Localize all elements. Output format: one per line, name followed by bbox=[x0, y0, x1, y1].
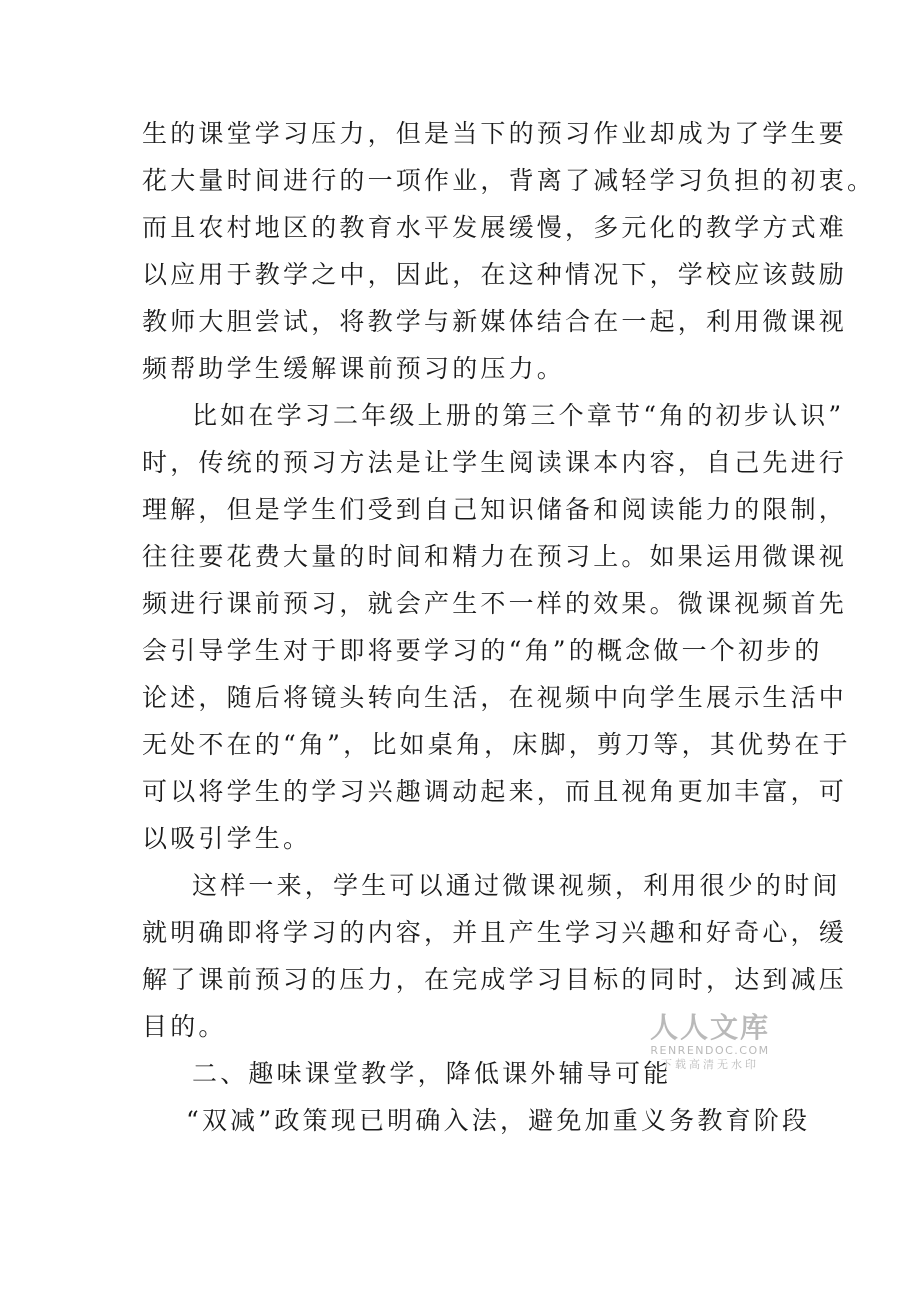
text-line: 理解，但是学生们受到自己知识储备和阅读能力的限制， bbox=[142, 495, 848, 524]
text-line: 比如在学习二年级上册的第三个章节“角的初步认识” bbox=[192, 401, 845, 430]
text-line: 而且农村地区的教育水平发展缓慢，多元化的教学方式难 bbox=[142, 213, 848, 242]
text-line: 可以将学生的学习兴趣调动起来，而且视角更加丰富，可 bbox=[142, 777, 848, 806]
text-line: 这样一来，学生可以通过微课视频，利用很少的时间 bbox=[192, 871, 841, 900]
watermark-brand: 人人文库 bbox=[649, 1011, 770, 1044]
text-line: 频帮助学生缓解课前预习的压力。 bbox=[142, 354, 566, 383]
text-line: 会引导学生对于即将要学习的“角”的概念做一个初步的 bbox=[142, 636, 823, 665]
watermark bbox=[645, 1012, 775, 1072]
watermark-tagline: 下载高清无水印 bbox=[661, 1058, 759, 1071]
section-heading: 二、趣味课堂教学，降低课外辅导可能 bbox=[192, 1059, 672, 1088]
text-line: 往往要花费大量的时间和精力在预习上。如果运用微课视 bbox=[142, 542, 848, 571]
watermark-url: RENRENDOC.COM bbox=[650, 1044, 770, 1057]
text-line: 以吸引学生。 bbox=[142, 824, 312, 853]
text-line: 教师大胆尝试，将教学与新媒体结合在一起，利用微课视 bbox=[142, 307, 848, 336]
text-line: 频进行课前预习，就会产生不一样的效果。微课视频首先 bbox=[142, 589, 848, 618]
text-line: “双减”政策现已明确入法，避免加重义务教育阶段 bbox=[186, 1106, 811, 1135]
text-line: 目的。 bbox=[142, 1012, 227, 1041]
text-line: 无处不在的“角”，比如桌角，床脚，剪刀等，其优势在于 bbox=[142, 730, 851, 759]
text-line: 以应用于教学之中，因此，在这种情况下，学校应该鼓励 bbox=[142, 260, 848, 289]
text-line: 生的课堂学习压力，但是当下的预习作业却成为了学生要 bbox=[142, 119, 848, 148]
text-line: 时，传统的预习方法是让学生阅读课本内容，自己先进行 bbox=[142, 448, 848, 477]
text-line: 就明确即将学习的内容，并且产生学习兴趣和好奇心，缓 bbox=[142, 918, 848, 947]
text-line: 论述，随后将镜头转向生活，在视频中向学生展示生活中 bbox=[142, 683, 848, 712]
text-line: 花大量时间进行的一项作业，背离了减轻学习负担的初衷。 bbox=[142, 166, 876, 195]
text-line: 解了课前预习的压力，在完成学习目标的同时，达到减压 bbox=[142, 965, 848, 994]
